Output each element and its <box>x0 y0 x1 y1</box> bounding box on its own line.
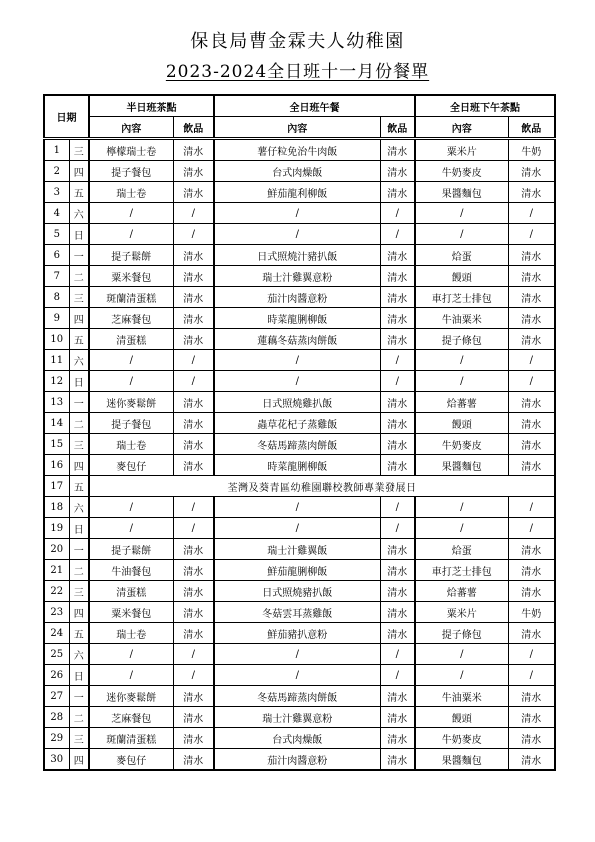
snack-content-cell: 提子鬆餅 <box>89 539 173 560</box>
tea-content-cell: 牛奶麥皮 <box>415 434 508 455</box>
day-number-cell: 22 <box>44 581 69 602</box>
snack-content-cell: 斑蘭清蛋糕 <box>89 728 173 749</box>
lunch-content-cell: 茄汁肉醬意粉 <box>214 287 380 308</box>
day-number-cell: 13 <box>44 392 69 413</box>
lunch-drink-cell: / <box>380 224 415 245</box>
lunch-content-cell: 瑞士汁雞翼意粉 <box>214 266 380 287</box>
tea-drink-cell: 清水 <box>508 455 555 476</box>
table-row <box>44 518 555 539</box>
lunch-content-cell: 時菜龍脷柳飯 <box>214 455 380 476</box>
snack-content-cell: / <box>89 518 173 539</box>
lunch-content-cell: 日式照燒豬扒飯 <box>214 581 380 602</box>
snack-content-cell: 清蛋糕 <box>89 581 173 602</box>
lunch-drink-cell: / <box>380 644 415 665</box>
day-number-cell: 16 <box>44 455 69 476</box>
table-row <box>44 266 555 287</box>
tea-drink-cell: / <box>508 497 555 518</box>
day-number-cell: 8 <box>44 287 69 308</box>
tea-content-cell: 提子條包 <box>415 623 508 644</box>
snack-content-cell: 牛油餐包 <box>89 560 173 581</box>
lunch-content-cell: 蓮藕冬菇蒸肉餅飯 <box>214 329 380 350</box>
day-number-cell: 11 <box>44 350 69 371</box>
tea-drink-cell: / <box>508 371 555 392</box>
tea-content-cell: 果醬麵包 <box>415 749 508 771</box>
lunch-drink-cell: 清水 <box>380 329 415 350</box>
lunch-drink-cell: 清水 <box>380 581 415 602</box>
snack-drink-cell: 清水 <box>173 749 214 771</box>
table-row <box>44 749 555 771</box>
table-row <box>44 308 555 329</box>
day-number-cell: 12 <box>44 371 69 392</box>
tea-drink-cell: 清水 <box>508 560 555 581</box>
snack-drink-cell: 清水 <box>173 139 214 161</box>
day-number-cell: 3 <box>44 182 69 203</box>
weekday-cell: 四 <box>69 749 89 771</box>
weekday-cell: 日 <box>69 665 89 686</box>
table-row <box>44 644 555 665</box>
snack-content-cell: 麥包仔 <box>89 749 173 771</box>
snack-drink-cell: 清水 <box>173 707 214 728</box>
table-row <box>44 497 555 518</box>
day-number-cell: 7 <box>44 266 69 287</box>
snack-content-cell: 檸檬瑞士卷 <box>89 139 173 161</box>
lunch-drink-cell: 清水 <box>380 392 415 413</box>
lunch-drink-cell: 清水 <box>380 287 415 308</box>
snack-drink-cell: 清水 <box>173 581 214 602</box>
full-day-lunch-header: 全日班午餐 <box>214 95 415 117</box>
snack-content-cell: 麥包仔 <box>89 455 173 476</box>
lunch-content-cell: 蟲草花杞子蒸雞飯 <box>214 413 380 434</box>
table-row <box>44 623 555 644</box>
tea-drink-cell: 清水 <box>508 308 555 329</box>
tea-drink-cell: 清水 <box>508 434 555 455</box>
lunch-drink-cell: 清水 <box>380 266 415 287</box>
tea-drink-cell: / <box>508 224 555 245</box>
table-row <box>44 392 555 413</box>
tea-drink-cell: / <box>508 665 555 686</box>
weekday-cell: 二 <box>69 560 89 581</box>
lunch-content-cell: 日式照燒汁豬扒飯 <box>214 245 380 266</box>
table-row <box>44 203 555 224</box>
tea-content-cell: 饅頭 <box>415 266 508 287</box>
tea-drink-cell: 清水 <box>508 728 555 749</box>
header-sub-row <box>44 117 555 139</box>
snack-content-cell: / <box>89 350 173 371</box>
date-header: 日期 <box>44 95 89 139</box>
tea-content-cell: / <box>415 203 508 224</box>
tea-drink-cell: 牛奶 <box>508 602 555 623</box>
snack-drink-cell: 清水 <box>173 308 214 329</box>
table-row <box>44 371 555 392</box>
day-number-cell: 14 <box>44 413 69 434</box>
lunch-drink-cell: 清水 <box>380 707 415 728</box>
half-day-snack-header: 半日班茶點 <box>89 95 214 117</box>
weekday-cell: 三 <box>69 139 89 161</box>
table-row <box>44 728 555 749</box>
tea-content-cell: 粟米片 <box>415 602 508 623</box>
weekday-cell: 五 <box>69 329 89 350</box>
snack-content-cell: / <box>89 224 173 245</box>
weekday-cell: 五 <box>69 623 89 644</box>
snack-content-cell: / <box>89 644 173 665</box>
table-row <box>44 560 555 581</box>
snack-content-cell: 斑蘭清蛋糕 <box>89 287 173 308</box>
tea-content-cell: 饅頭 <box>415 413 508 434</box>
tea-drink-cell: 清水 <box>508 392 555 413</box>
snack-drink-cell: 清水 <box>173 686 214 707</box>
snack-drink-cell: 清水 <box>173 728 214 749</box>
snack-drink-cell: 清水 <box>173 266 214 287</box>
lunch-drink-cell: 清水 <box>380 686 415 707</box>
table-row <box>44 434 555 455</box>
tea-drink-cell: 清水 <box>508 266 555 287</box>
lunch-content-cell: 鮮茄龍利柳飯 <box>214 182 380 203</box>
lunch-drink-cell: 清水 <box>380 455 415 476</box>
table-row <box>44 329 555 350</box>
tea-content-cell: 車打芝士排包 <box>415 287 508 308</box>
snack-drink-cell: 清水 <box>173 287 214 308</box>
lunch-content-cell: 薯仔粒免治牛肉飯 <box>214 139 380 161</box>
weekday-cell: 三 <box>69 581 89 602</box>
tea-content-cell: / <box>415 665 508 686</box>
snack-content-cell: / <box>89 371 173 392</box>
weekday-cell: 六 <box>69 203 89 224</box>
weekday-cell: 五 <box>69 476 89 497</box>
day-number-cell: 4 <box>44 203 69 224</box>
menu-table <box>43 94 556 771</box>
weekday-cell: 二 <box>69 707 89 728</box>
tea-drink-cell: / <box>508 203 555 224</box>
tea-content-cell: / <box>415 644 508 665</box>
lunch-drink-cell: 清水 <box>380 749 415 771</box>
table-row <box>44 707 555 728</box>
snack-content-cell: 迷你麥鬆餅 <box>89 392 173 413</box>
snack-drink-cell: / <box>173 350 214 371</box>
lunch-drink-cell: 清水 <box>380 434 415 455</box>
lunch-content-cell: 日式照燒雞扒飯 <box>214 392 380 413</box>
day-number-cell: 30 <box>44 749 69 771</box>
snack-drink-cell: / <box>173 644 214 665</box>
tea-content-cell: 饅頭 <box>415 707 508 728</box>
weekday-cell: 三 <box>69 287 89 308</box>
table-row <box>44 413 555 434</box>
day-number-cell: 27 <box>44 686 69 707</box>
tea-drink-cell: 清水 <box>508 686 555 707</box>
weekday-cell: 三 <box>69 434 89 455</box>
lunch-content-cell: 瑞士汁雞翼意粉 <box>214 707 380 728</box>
menu-title <box>0 61 595 83</box>
lunch-drink-cell: 清水 <box>380 245 415 266</box>
snack-drink-cell: 清水 <box>173 182 214 203</box>
full-day-afternoon-tea-header: 全日班下午茶點 <box>415 95 555 117</box>
snack-content-cell: 瑞士卷 <box>89 623 173 644</box>
table-row <box>44 476 555 497</box>
tea-content-cell: 牛油粟米 <box>415 308 508 329</box>
tea-drink-cell: 牛奶 <box>508 139 555 161</box>
lunch-content-cell: / <box>214 665 380 686</box>
table-row <box>44 245 555 266</box>
tea-drink-cell: 清水 <box>508 707 555 728</box>
lunch-drink-cell: 清水 <box>380 139 415 161</box>
tea-content-cell: / <box>415 497 508 518</box>
header-group-row <box>44 95 555 117</box>
snack-content-cell: 芝麻餐包 <box>89 707 173 728</box>
tea-content-cell: 牛油粟米 <box>415 686 508 707</box>
lunch-content-cell: / <box>214 203 380 224</box>
tea-content-cell: 烚蛋 <box>415 539 508 560</box>
lunch-content-cell: / <box>214 371 380 392</box>
day-number-cell: 20 <box>44 539 69 560</box>
day-number-cell: 5 <box>44 224 69 245</box>
snack-content-header: 內容 <box>89 117 173 139</box>
weekday-cell: 二 <box>69 266 89 287</box>
event-note-cell: 荃灣及葵青區幼稚園聯校教師專業發展日 <box>89 476 555 497</box>
tea-drink-cell: 清水 <box>508 413 555 434</box>
snack-drink-cell: 清水 <box>173 392 214 413</box>
tea-drink-cell: / <box>508 644 555 665</box>
snack-drink-cell: 清水 <box>173 560 214 581</box>
snack-content-cell: 提子餐包 <box>89 161 173 182</box>
lunch-content-cell: 台式肉燥飯 <box>214 728 380 749</box>
lunch-drink-cell: / <box>380 371 415 392</box>
snack-content-cell: / <box>89 665 173 686</box>
lunch-drink-cell: 清水 <box>380 413 415 434</box>
tea-content-cell: / <box>415 371 508 392</box>
lunch-content-cell: / <box>214 350 380 371</box>
snack-drink-cell: / <box>173 665 214 686</box>
lunch-content-cell: 瑞士汁雞翼飯 <box>214 539 380 560</box>
table-header <box>44 95 555 139</box>
lunch-drink-cell: / <box>380 203 415 224</box>
menu-title-text: 2023-2024全日班十一月份餐單 <box>165 62 430 82</box>
weekday-cell: 日 <box>69 518 89 539</box>
snack-drink-cell: / <box>173 371 214 392</box>
snack-content-cell: 粟米餐包 <box>89 266 173 287</box>
snack-content-cell: 提子餐包 <box>89 413 173 434</box>
lunch-drink-cell: 清水 <box>380 308 415 329</box>
tea-content-cell: 果醬麵包 <box>415 455 508 476</box>
lunch-drink-cell: 清水 <box>380 623 415 644</box>
table-row <box>44 581 555 602</box>
snack-drink-cell: 清水 <box>173 434 214 455</box>
snack-drink-cell: / <box>173 497 214 518</box>
day-number-cell: 26 <box>44 665 69 686</box>
snack-drink-cell: 清水 <box>173 455 214 476</box>
snack-content-cell: 瑞士卷 <box>89 182 173 203</box>
weekday-cell: 日 <box>69 371 89 392</box>
snack-content-cell: / <box>89 497 173 518</box>
weekday-cell: 一 <box>69 686 89 707</box>
snack-drink-cell: 清水 <box>173 413 214 434</box>
weekday-cell: 四 <box>69 161 89 182</box>
tea-drink-cell: 清水 <box>508 287 555 308</box>
lunch-drink-cell: 清水 <box>380 728 415 749</box>
day-number-cell: 21 <box>44 560 69 581</box>
weekday-cell: 日 <box>69 224 89 245</box>
snack-content-cell: 粟米餐包 <box>89 602 173 623</box>
lunch-drink-cell: 清水 <box>380 560 415 581</box>
table-row <box>44 665 555 686</box>
weekday-cell: 三 <box>69 728 89 749</box>
snack-content-cell: 芝麻餐包 <box>89 308 173 329</box>
day-number-cell: 9 <box>44 308 69 329</box>
tea-drink-cell: 清水 <box>508 581 555 602</box>
table-row <box>44 287 555 308</box>
tea-content-cell: 烚蕃薯 <box>415 392 508 413</box>
snack-drink-cell: 清水 <box>173 623 214 644</box>
tea-content-cell: / <box>415 518 508 539</box>
tea-drink-cell: 清水 <box>508 329 555 350</box>
tea-content-cell: 牛奶麥皮 <box>415 728 508 749</box>
tea-content-cell: / <box>415 350 508 371</box>
day-number-cell: 10 <box>44 329 69 350</box>
lunch-content-cell: 茄汁肉醬意粉 <box>214 749 380 771</box>
snack-drink-cell: 清水 <box>173 602 214 623</box>
table-row <box>44 182 555 203</box>
weekday-cell: 四 <box>69 455 89 476</box>
lunch-content-header: 內容 <box>214 117 380 139</box>
tea-content-cell: 提子條包 <box>415 329 508 350</box>
day-number-cell: 6 <box>44 245 69 266</box>
snack-content-cell: 清蛋糕 <box>89 329 173 350</box>
lunch-drink-cell: / <box>380 518 415 539</box>
tea-drink-cell: 清水 <box>508 182 555 203</box>
weekday-cell: 六 <box>69 350 89 371</box>
snack-content-cell: / <box>89 203 173 224</box>
day-number-cell: 19 <box>44 518 69 539</box>
tea-drink-cell: 清水 <box>508 539 555 560</box>
day-number-cell: 2 <box>44 161 69 182</box>
tea-content-cell: 車打芝士排包 <box>415 560 508 581</box>
table-row <box>44 350 555 371</box>
lunch-content-cell: 時菜龍脷柳飯 <box>214 308 380 329</box>
day-number-cell: 1 <box>44 139 69 161</box>
snack-content-cell: 瑞士卷 <box>89 434 173 455</box>
day-number-cell: 29 <box>44 728 69 749</box>
tea-content-cell: / <box>415 224 508 245</box>
weekday-cell: 四 <box>69 602 89 623</box>
lunch-content-cell: / <box>214 224 380 245</box>
tea-drink-cell: 清水 <box>508 161 555 182</box>
table-row <box>44 161 555 182</box>
tea-content-cell: 粟米片 <box>415 139 508 161</box>
lunch-drink-cell: / <box>380 350 415 371</box>
table-row <box>44 539 555 560</box>
snack-drink-header: 飲品 <box>173 117 214 139</box>
school-name: 保良局曹金霖夫人幼稚園 <box>190 31 405 52</box>
lunch-drink-cell: / <box>380 665 415 686</box>
weekday-cell: 五 <box>69 182 89 203</box>
weekday-cell: 一 <box>69 245 89 266</box>
weekday-cell: 二 <box>69 413 89 434</box>
day-number-cell: 15 <box>44 434 69 455</box>
lunch-content-cell: 冬菇雲耳蒸雞飯 <box>214 602 380 623</box>
lunch-drink-cell: 清水 <box>380 539 415 560</box>
snack-drink-cell: 清水 <box>173 245 214 266</box>
weekday-cell: 一 <box>69 392 89 413</box>
lunch-content-cell: / <box>214 518 380 539</box>
weekday-cell: 六 <box>69 497 89 518</box>
lunch-drink-cell: 清水 <box>380 602 415 623</box>
snack-content-cell: 迷你麥鬆餅 <box>89 686 173 707</box>
weekday-cell: 四 <box>69 308 89 329</box>
lunch-content-cell: 鮮茄豬扒意粉 <box>214 623 380 644</box>
tea-content-cell: 烚蛋 <box>415 245 508 266</box>
snack-drink-cell: / <box>173 203 214 224</box>
snack-drink-cell: / <box>173 224 214 245</box>
weekday-cell: 六 <box>69 644 89 665</box>
tea-drink-cell: 清水 <box>508 245 555 266</box>
lunch-drink-header: 飲品 <box>380 117 415 139</box>
table-row <box>44 602 555 623</box>
snack-content-cell: 提子鬆餅 <box>89 245 173 266</box>
lunch-content-cell: 冬菇馬蹄蒸肉餅飯 <box>214 434 380 455</box>
table-row <box>44 139 555 161</box>
tea-drink-cell: 清水 <box>508 749 555 771</box>
snack-drink-cell: 清水 <box>173 329 214 350</box>
table-row <box>44 455 555 476</box>
day-number-cell: 18 <box>44 497 69 518</box>
snack-drink-cell: 清水 <box>173 539 214 560</box>
day-number-cell: 28 <box>44 707 69 728</box>
table-row <box>44 224 555 245</box>
lunch-content-cell: 台式肉燥飯 <box>214 161 380 182</box>
tea-drink-cell: / <box>508 350 555 371</box>
lunch-content-cell: / <box>214 644 380 665</box>
tea-content-cell: 牛奶麥皮 <box>415 161 508 182</box>
lunch-content-cell: / <box>214 497 380 518</box>
tea-drink-cell: 清水 <box>508 623 555 644</box>
tea-content-cell: 烚蕃薯 <box>415 581 508 602</box>
lunch-content-cell: 鮮茄龍脷柳飯 <box>214 560 380 581</box>
tea-drink-header: 飲品 <box>508 117 555 139</box>
snack-drink-cell: 清水 <box>173 161 214 182</box>
table-body <box>44 139 555 771</box>
tea-content-cell: 果醬麵包 <box>415 182 508 203</box>
lunch-drink-cell: / <box>380 497 415 518</box>
weekday-cell: 一 <box>69 539 89 560</box>
table-row <box>44 686 555 707</box>
tea-content-header: 內容 <box>415 117 508 139</box>
day-number-cell: 24 <box>44 623 69 644</box>
day-number-cell: 17 <box>44 476 69 497</box>
day-number-cell: 23 <box>44 602 69 623</box>
tea-drink-cell: / <box>508 518 555 539</box>
day-number-cell: 25 <box>44 644 69 665</box>
lunch-content-cell: 冬菇馬蹄蒸肉餅飯 <box>214 686 380 707</box>
snack-drink-cell: / <box>173 518 214 539</box>
lunch-drink-cell: 清水 <box>380 182 415 203</box>
lunch-drink-cell: 清水 <box>380 161 415 182</box>
